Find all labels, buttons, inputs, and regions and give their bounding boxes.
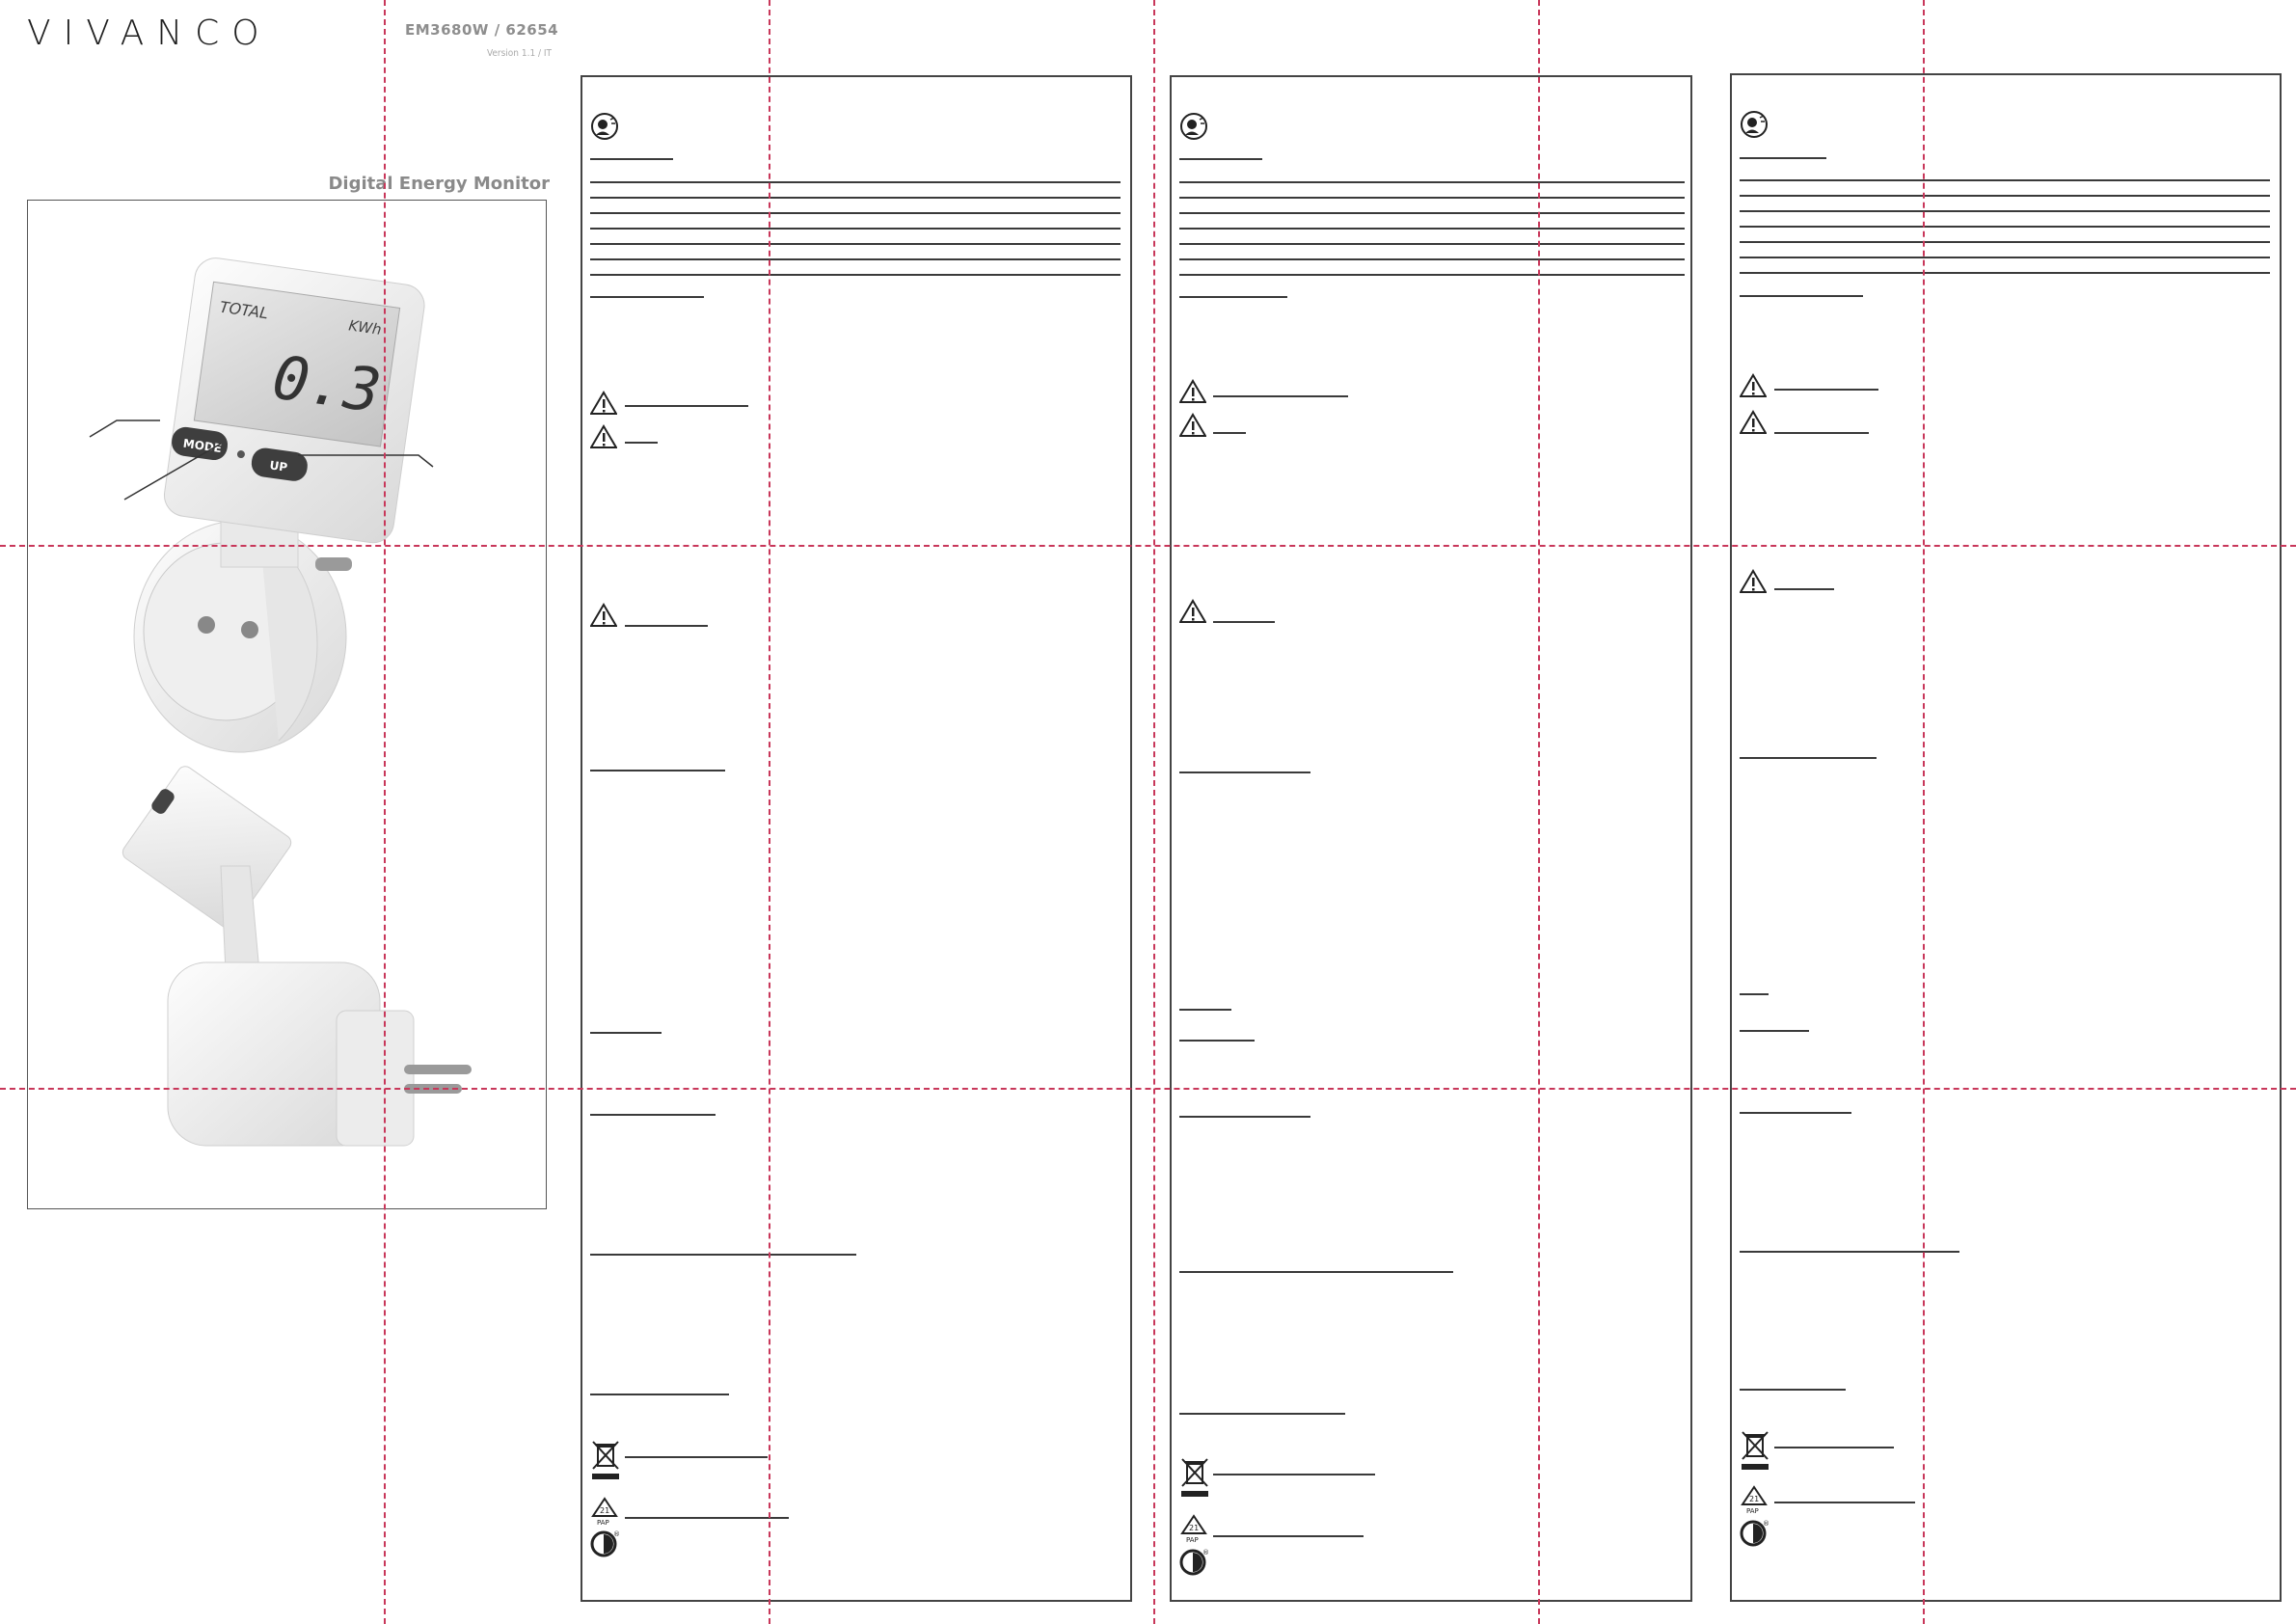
column-frame-2 [1170,75,1692,1602]
warning-triangle-icon [1740,373,1767,398]
warning-triangle-icon [1740,410,1767,435]
svg-text:PAP: PAP [1186,1536,1199,1543]
crossed-out-bin-icon [1179,1456,1210,1499]
product-title: Digital Energy Monitor [328,174,550,194]
warning-triangle-icon [1179,379,1206,404]
green-dot-icon [1740,1518,1770,1549]
svg-text:MODE: MODE [181,436,223,456]
model-number: EM3680W / 62654 [405,21,559,39]
device-front-view [90,256,433,752]
svg-text:21: 21 [600,1506,610,1515]
svg-text:21: 21 [1749,1495,1760,1503]
svg-text:®: ® [1763,1520,1769,1528]
green-dot-icon [590,1529,621,1559]
person-speaking-icon [590,112,619,141]
warning-triangle-icon [1179,413,1206,438]
svg-text:21: 21 [1189,1524,1200,1532]
svg-text:UP: UP [268,458,288,474]
svg-text:®: ® [1202,1549,1209,1556]
product-illustration [28,201,548,1210]
lcd-total-label: TOTAL [218,297,270,323]
warning-triangle-icon [1179,599,1206,624]
product-image-box [27,200,547,1209]
callout-line-mode [90,420,160,437]
warning-triangle-icon [1740,569,1767,594]
warning-triangle-icon [590,424,617,449]
green-dot-icon [1179,1547,1210,1578]
warning-triangle-icon [590,603,617,628]
person-speaking-icon [1740,110,1769,139]
lcd-digits: 0.3 [268,341,386,427]
pap-recycling-icon [590,1497,619,1526]
person-speaking-icon [1179,112,1208,141]
warning-triangle-icon [590,391,617,416]
pap-recycling-icon [1179,1514,1208,1543]
svg-text:PAP: PAP [1746,1507,1759,1514]
crossed-out-bin-icon [1740,1429,1770,1472]
column-frame-3 [1730,73,2282,1602]
crossed-out-bin-icon [590,1439,621,1481]
column-frame-1 [581,75,1132,1602]
version-label: Version 1.1 / IT [487,48,553,59]
pap-recycling-icon [1740,1485,1769,1514]
brand-logo: VIVANCO [27,14,272,53]
lcd-kwh-label: KWh [347,316,383,338]
svg-text:PAP: PAP [597,1519,609,1526]
svg-text:®: ® [613,1530,620,1538]
